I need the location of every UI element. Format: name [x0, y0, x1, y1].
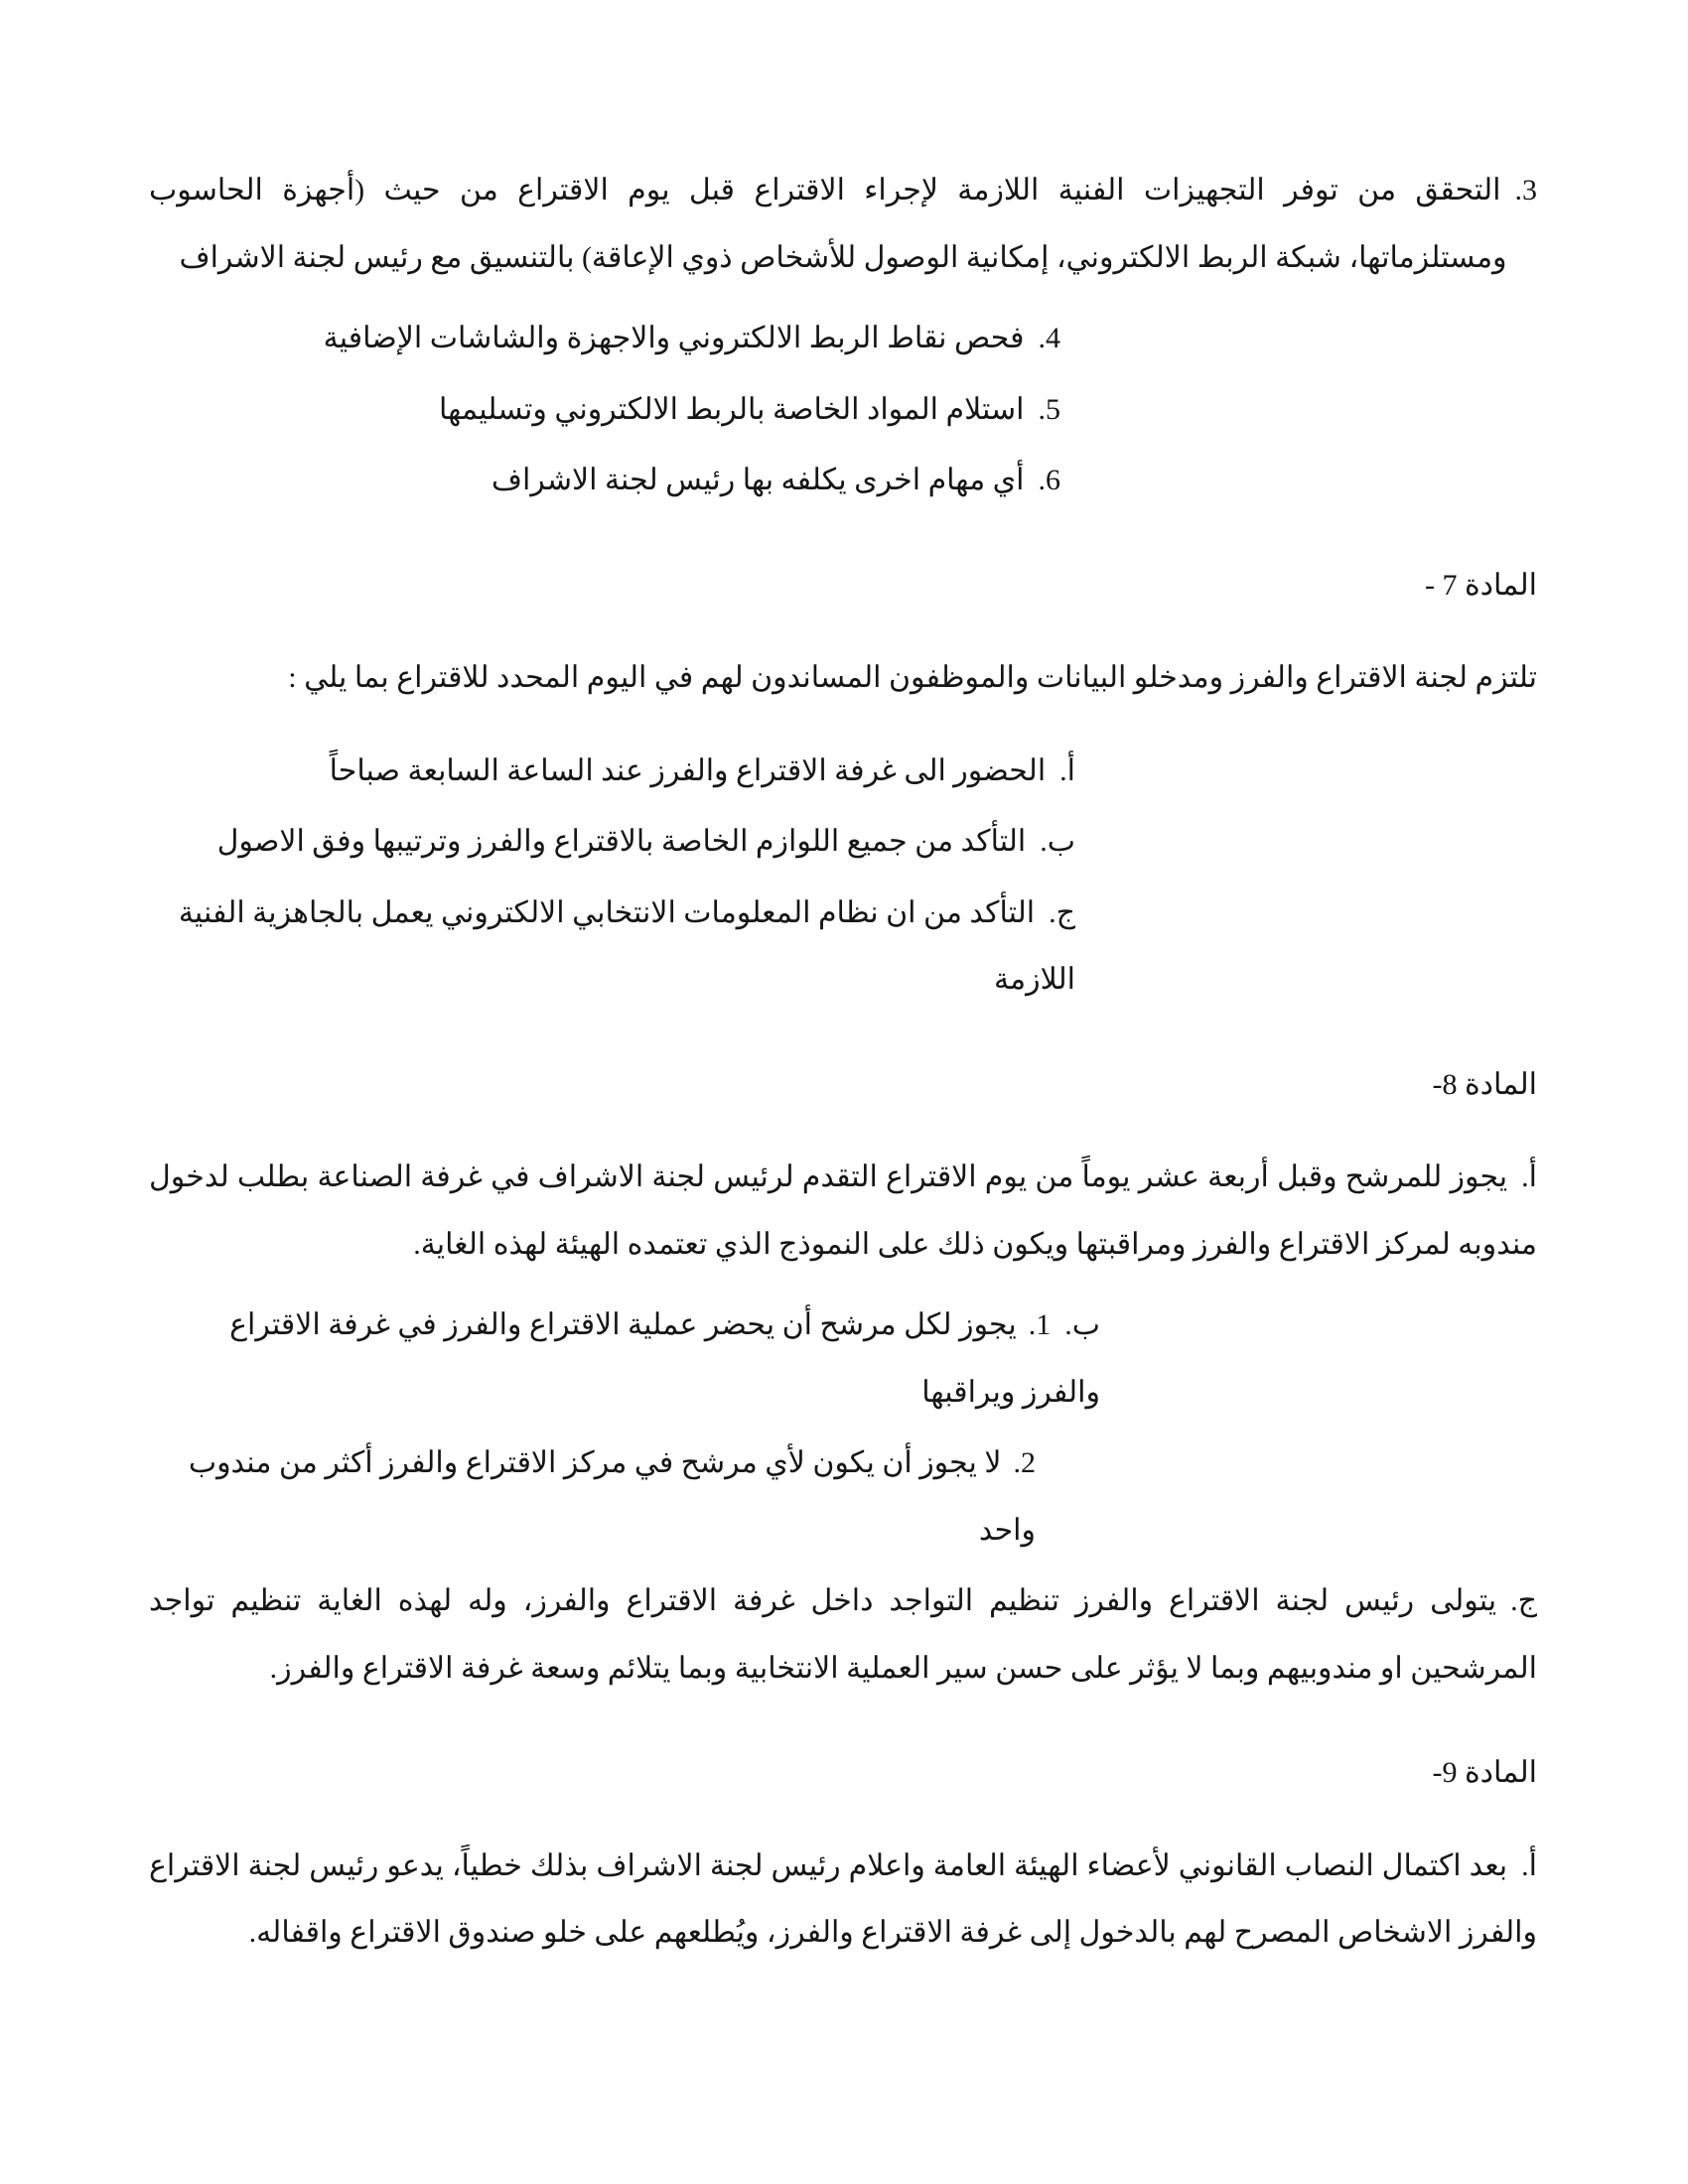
- numbered-item-3: [149, 157, 1537, 291]
- list-item-text: فحص نقاط الربط الالكتروني والاجهزة والشاشات الإضافية: [323, 322, 1025, 354]
- article-7-item-b: [149, 808, 1075, 876]
- list-item-text: لا يجوز أن يكون لأي مرشح في مركز الاقتراع والفرز أكثر من مندوب واحد: [188, 1446, 1036, 1547]
- numbered-item-5: [149, 376, 1060, 444]
- list-item-text: أي مهام اخرى يكلفه بها رئيس لجنة الاشراف: [491, 464, 1025, 496]
- list-item-text: التأكد من ان نظام المعلومات الانتخابي الالكتروني يعمل بالجاهزية الفنية اللازمة: [178, 895, 1075, 996]
- list-letter: أ.: [1059, 753, 1075, 787]
- list-item-text: التأكد من جميع اللوازم الخاصة بالاقتراع والفرز وترتيبها وفق الاصول: [216, 825, 1027, 858]
- article-9-title: المادة 9-: [1432, 1756, 1537, 1789]
- list-number: 3.: [1514, 174, 1537, 206]
- sub-list-number: 2.: [1013, 1446, 1036, 1479]
- article-8-clause-b-item-2: [149, 1430, 1036, 1564]
- article-8-clause-b-item-1: [149, 1292, 1100, 1426]
- list-item-text: التحقق من توفر التجهيزات الفنية اللازمة لإجراء الاقتراع قبل يوم الاقتراع من حيث (أجهزة الحاسوب ومستلزماتها، شبكة الربط الالكتروني، إمكانية الوصول للأشخاص ذوي الإعاقة) بالتنسيق مع رئيس لجنة الاشراف: [149, 174, 1507, 274]
- clause-text: يجوز للمرشح وقبل أربعة عشر يوماً من يوم الاقتراع التقدم لرئيس لجنة الاشراف في غرفة الصناعة بطلب لدخول مندوبه لمركز الاقتراع والفرز ومراقبتها ويكون ذلك على النموذج الذي تعتمده الهيئة لهذه الغاية.: [149, 1160, 1537, 1261]
- article-7-item-a: [149, 738, 1075, 805]
- article-7-title: المادة 7 -: [1424, 568, 1537, 602]
- article-7-item-c: [149, 880, 1075, 1014]
- list-letter: ب.: [1040, 825, 1075, 858]
- list-number: 6.: [1038, 464, 1060, 496]
- clause-letter: أ.: [1521, 1848, 1537, 1882]
- list-item-text: يجوز لكل مرشح أن يحضر عملية الاقتراع والفرز في غرفة الاقتراع والفرز ويراقبها: [229, 1308, 1100, 1409]
- list-number: 4.: [1038, 322, 1060, 354]
- clause-letter: ب.: [1064, 1308, 1100, 1341]
- list-letter: ج.: [1049, 895, 1075, 929]
- article-8-title: المادة 8-: [1432, 1067, 1537, 1101]
- article-8-clause-a: [149, 1144, 1537, 1278]
- article-9-clause-a: [149, 1833, 1537, 1967]
- article-8-clause-c: [149, 1568, 1537, 1702]
- clause-letter: أ.: [1521, 1160, 1538, 1193]
- clause-text: يتولى رئيس لجنة الاقتراع والفرز تنظيم التواجد داخل غرفة الاقتراع والفرز، وله لهذه الغاية تنظيم تواجد المرشحين او مندوبيهم وبما لا يؤثر على حسن سير العملية الانتخابية وبما يتلائم وسعة غرفة الاقتراع والفرز.: [149, 1584, 1537, 1685]
- list-item-text: الحضور الى غرفة الاقتراع والفرز عند الساعة السابعة صباحاً: [329, 753, 1047, 787]
- sub-list-number: 1.: [1028, 1308, 1052, 1341]
- list-number: 5.: [1038, 392, 1060, 426]
- numbered-item-4: [149, 305, 1060, 372]
- clause-letter: ج.: [1510, 1584, 1537, 1617]
- article-7-intro: تلتزم لجنة الاقتراع والفرز ومدخلو البيانات والموظفون المساندون لهم في اليوم المحدد للاقتراع بما يلي :: [288, 661, 1537, 694]
- numbered-item-6: [149, 447, 1060, 514]
- list-item-text: استلام المواد الخاصة بالربط الالكتروني وتسليمها: [438, 392, 1025, 426]
- clause-text: بعد اكتمال النصاب القانوني لأعضاء الهيئة العامة واعلام رئيس لجنة الاشراف بذلك خطياً، يدعو رئيس لجنة الاقتراع والفرز الاشخاص المصرح لهم بالدخول إلى غرفة الاقتراع والفرز، ويُطلعهم على خلو صندوق الاقتراع واقفاله.: [149, 1848, 1537, 1949]
